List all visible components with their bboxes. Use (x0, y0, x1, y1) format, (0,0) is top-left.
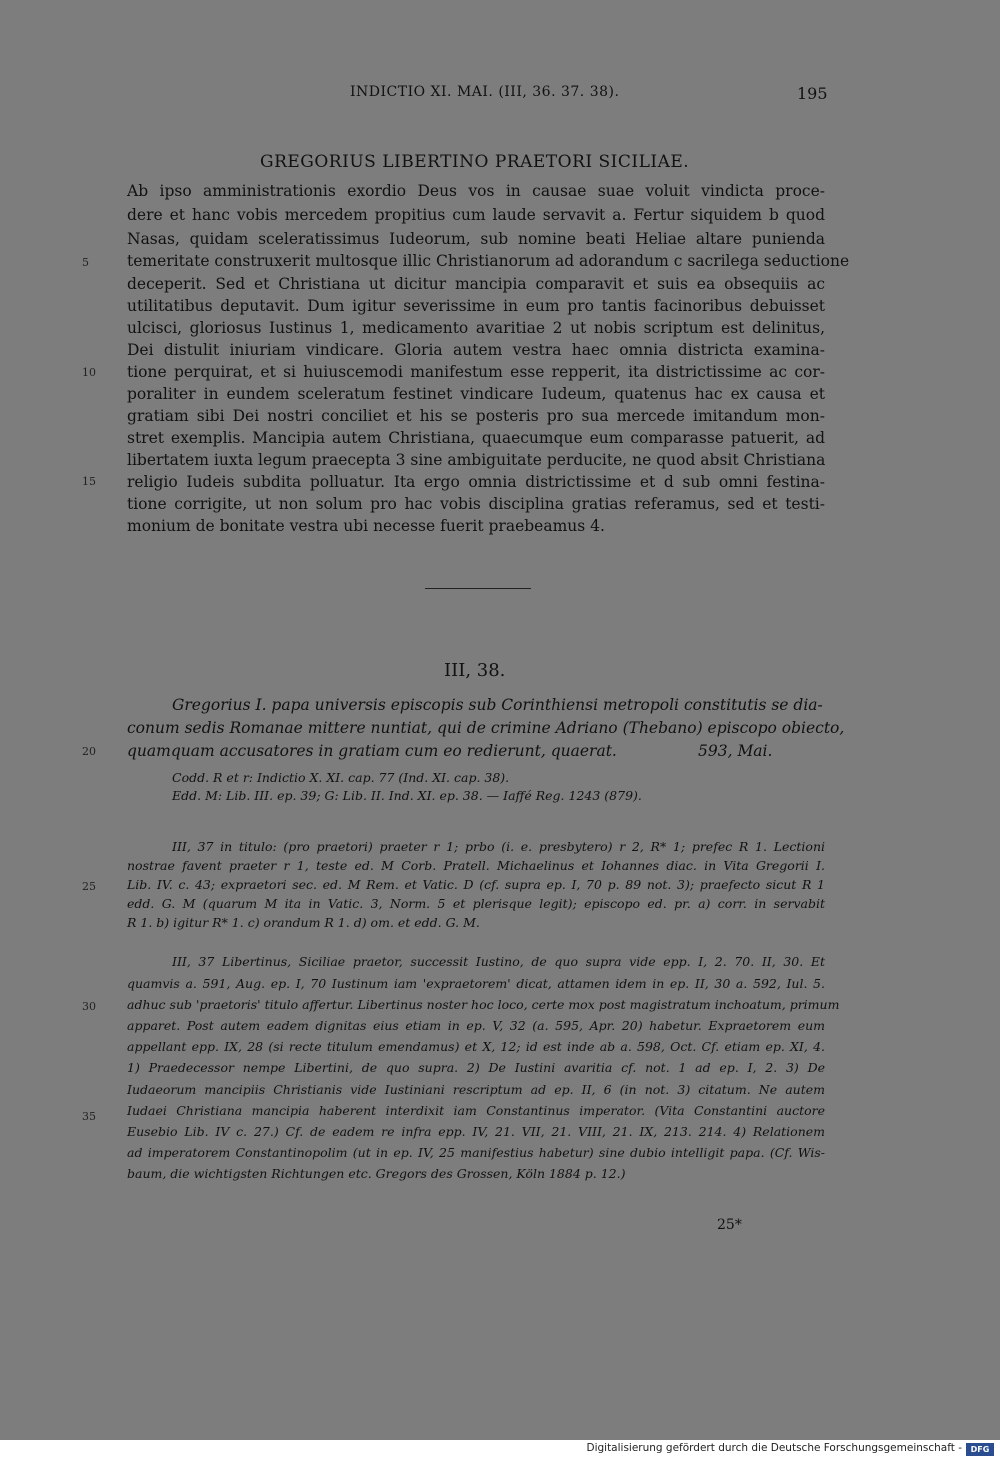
commentary-line: III, 37 Libertinus, Siciliae praetor, successit Iustino, de quo supra vide epp. I, 2. 70. II, 30. Et (172, 954, 825, 969)
letter-line: Nasas, quidam sceleratissimus Iudeorum, sub nomine beati Heliae altare punienda (127, 230, 825, 248)
letter-line: temeritate construxerit multosque illic Christianorum ad adorandum c sacrilega seductione (127, 252, 850, 270)
commentary-line: quamvis a. 591, Aug. ep. I, 70 Iustinum iam 'expraetorem' dicat, attamen idem in ep. II, 30 a. 592, Iul. 5. (127, 976, 825, 991)
summary-line: conum sedis Romanae mittere nuntiat, qui de crimine Adriano (Thebano) episcopo obiecto, (127, 719, 845, 737)
line-number: 15 (82, 475, 96, 488)
letter-line: utilitatibus deputavit. Dum igitur severissime in eum pro tantis facinoribus debuisset (127, 297, 825, 315)
signature-mark: 25* (717, 1217, 742, 1233)
commentary-line: adhuc sub 'praetoris' titulo affertur. Libertinus noster hoc loco, certe mox post magistratum inchoatum, primum (127, 997, 840, 1012)
letter-line: dere et hanc vobis mercedem propitius cum laude servavit a. Fertur siquidem b quod (127, 206, 825, 224)
commentary-line: ad imperatorem Constantinopolim (ut in ep. IV, 25 manifestius habetur) sine dubio intelligit papa. (Cf. Wis- (127, 1145, 825, 1160)
letter-line: Ab ipso amministrationis exordio Deus vos in causae suae voluit vindicta proce- (127, 182, 825, 200)
commentary-line: baum, die wichtigsten Richtungen etc. Gregors des Grossen, Köln 1884 p. 12.) (127, 1166, 626, 1181)
codices-line: Codd. R et r: Indictio X. XI. cap. 77 (Ind. XI. cap. 38). (172, 770, 510, 785)
summary-line: Gregorius I. papa universis episcopis sub Corinthiensi metropoli constitutis se dia- (172, 696, 823, 714)
line-number: 10 (82, 366, 96, 379)
section-divider (425, 588, 531, 589)
apparatus-line: R 1. b) igitur R* 1. c) orandum R 1. d) om. et edd. G. M. (127, 915, 480, 930)
commentary-line: Iudaeorum mancipiis Christianis vide Iustiniani rescriptum ad ep. II, 6 (in not. 3) citatum. Ne autem (127, 1082, 825, 1097)
running-head: INDICTIO XI. MAI. (III, 36. 37. 38). (350, 84, 620, 100)
line-number: 35 (82, 1110, 96, 1123)
letter-title: GREGORIUS LIBERTINO PRAETORI SICILIAE. (260, 152, 690, 172)
letter-line: deceperit. Sed et Christiana ut dicitur mancipia comparavit et suis ea obsequiis ac (127, 275, 825, 293)
letter-line: stret exemplis. Mancipia autem Christiana, quaecumque eum comparasse patuerit, ad (127, 429, 825, 447)
letter-line: Dei distulit iniuriam vindicare. Gloria autem vestra haec omnia districta examina- (127, 341, 825, 359)
summary-date: 593, Mai. (698, 742, 773, 760)
line-number: 30 (82, 1000, 96, 1013)
letter-line: poraliter in eundem sceleratum festinet vindicare Iudeum, quatenus hac ex causa et (127, 385, 825, 403)
summary-line: quamquam accusatores in gratiam cum eo redierunt, quaerat. (127, 742, 617, 760)
letter-line: libertatem iuxta legum praecepta 3 sine ambiguitate perducite, ne quod absit Christiana (127, 451, 826, 469)
letter-line: gratiam sibi Dei nostri conciliet et his se posteris pro sua mercede imitandum mon- (127, 407, 825, 425)
dfg-logo-icon[interactable]: DFG (966, 1443, 994, 1456)
line-number: 25 (82, 880, 96, 893)
letter-line: ulcisci, gloriosus Iustinus 1, medicamento avaritiae 2 ut nobis scriptum est delinitus, (127, 319, 825, 337)
footer-bar (0, 1440, 1000, 1459)
letter-line: religio Iudeis subdita polluatur. Ita ergo omnia districtissime et d sub omni festina- (127, 473, 825, 491)
letter-line: tione perquirat, et si huiuscemodi manifestum esse repperit, ita districtissime ac cor- (127, 363, 825, 381)
page-number: 195 (797, 84, 828, 103)
letter-line: monium de bonitate vestra ubi necesse fuerit praebeamus 4. (127, 517, 605, 535)
apparatus-line: III, 37 in titulo: (pro praetori) praeter r 1; prbo (i. e. presbytero) r 2, R* 1; prefec R 1. Lectioni (172, 839, 825, 854)
apparatus-line: Lib. IV. c. 43; expraetori sec. ed. M Rem. et Vatic. D (cf. supra ep. I, 70 p. 89 not. 3); praefecto sicut R 1 (127, 877, 825, 892)
commentary-line: Eusebio Lib. IV c. 27.) Cf. de eadem re infra epp. IV, 21. VII, 21. VIII, 21. IX, 213. 214. 4) Relationem (127, 1124, 825, 1139)
line-number: 20 (82, 745, 96, 758)
commentary-line: 1) Praedecessor nempe Libertini, de quo supra. 2) De Iustini avaritia cf. not. 1 ad ep. I, 2. 3) De (127, 1060, 825, 1075)
commentary-line: Iudaei Christiana mancipia haberent interdixit iam Constantinus imperator. (Vita Constantini auctore (127, 1103, 825, 1118)
commentary-line: appellant epp. IX, 28 (si recte titulum emendamus) et X, 12; id est inde ab a. 598, Oct. Cf. etiam ep. XI, 4. (127, 1039, 825, 1054)
line-number: 5 (82, 256, 89, 269)
commentary-line: apparet. Post autem eadem dignitas eius etiam in ep. V, 32 (a. 595, Apr. 20) habetur. Expraetorem eum (127, 1018, 825, 1033)
apparatus-line: edd. G. M (quarum M ita in Vatic. 3, Norm. 5 et plerisque legit); episcopo ed. pr. a) corr. in servabit (127, 896, 825, 911)
section-heading: III, 38. (444, 660, 506, 681)
letter-line: tione corrigite, ut non solum pro hac vobis disciplina gratias referamus, sed et testi- (127, 495, 825, 513)
footer-credit: Digitalisierung gefördert durch die Deutsche Forschungsgemeinschaft - (586, 1442, 962, 1454)
apparatus-line: nostrae favent praeter r 1, teste ed. M Corb. Pratell. Michaelinus et Iohannes diac. in Vita Gregorii I. (127, 858, 825, 873)
editions-line: Edd. M: Lib. III. ep. 39; G: Lib. II. Ind. XI. ep. 38. — Iaffé Reg. 1243 (879). (172, 788, 642, 803)
